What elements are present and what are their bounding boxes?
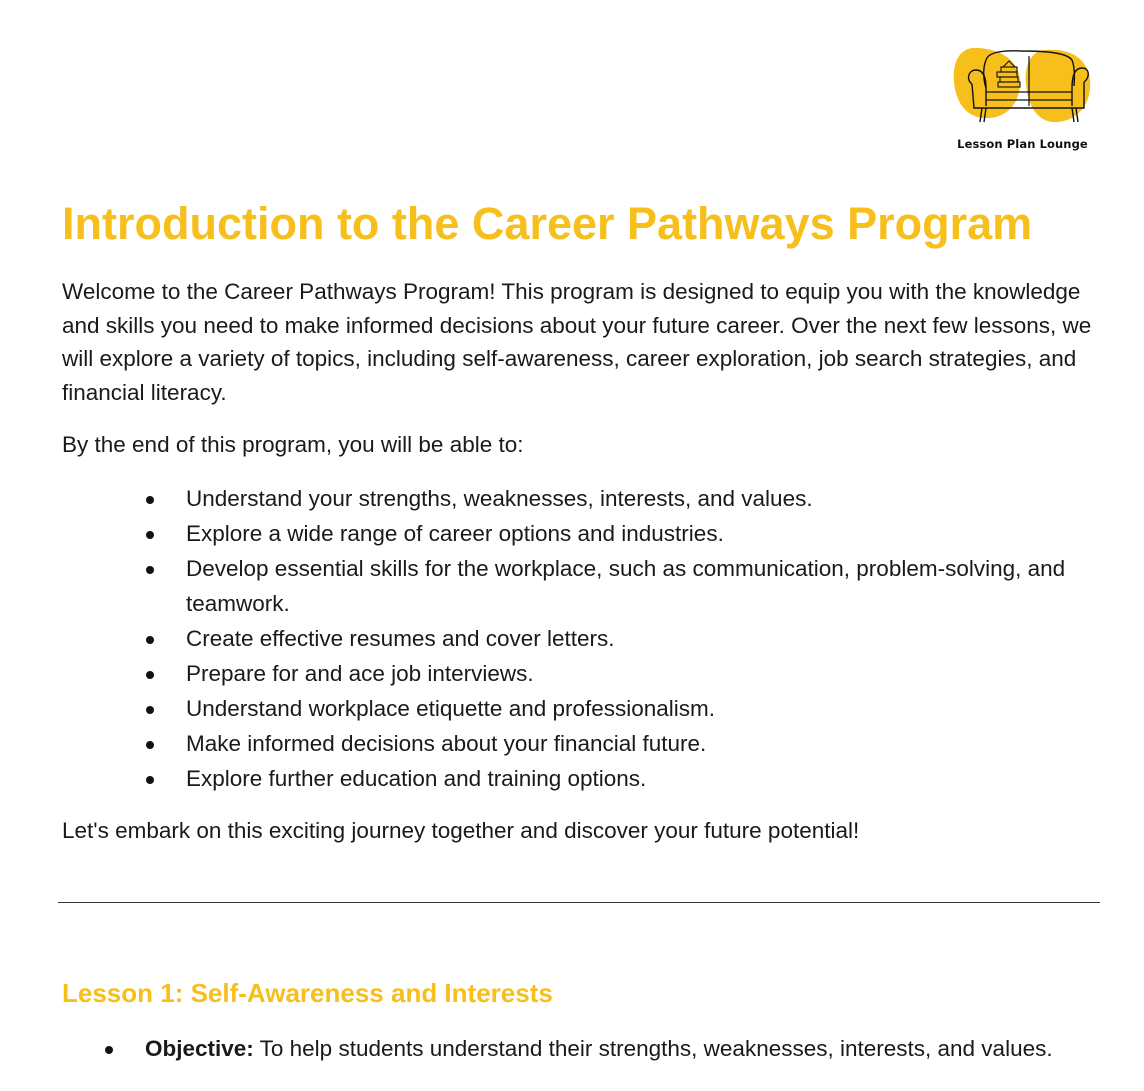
goal-text: Explore a wide range of career options and industries.	[186, 521, 724, 547]
goal-text: Explore further education and training options.	[186, 766, 647, 792]
list-item	[186, 482, 1086, 517]
intro-paragraph: Welcome to the Career Pathways Program! This program is designed to equip you with the knowledge and skills you need to make informed decisions about your future career. Over the next few lessons, we will explore a variety of topics, including self-awareness, career exploration, job search strategies, and financial literacy.	[62, 279, 1092, 405]
list-item	[186, 517, 1086, 552]
bullet-icon	[146, 566, 154, 574]
objective-label: Objective:	[145, 1036, 254, 1061]
list-item	[186, 692, 1086, 727]
bullet-icon	[146, 706, 154, 714]
logo	[950, 42, 1095, 154]
list-item	[145, 1033, 1095, 1066]
bullet-icon	[146, 776, 154, 784]
page-title: Introduction to the Career Pathways Program	[62, 198, 1033, 249]
goal-text: Create effective resumes and cover letters.	[186, 625, 615, 651]
section-divider	[58, 902, 1100, 903]
list-item	[186, 762, 1086, 797]
goal-text: Make informed decisions about your financial future.	[186, 731, 707, 757]
bullet-icon	[105, 1046, 113, 1054]
armchair-books-icon	[950, 42, 1095, 137]
objective-text: To help students understand their strengths, weaknesses, interests, and values.	[253, 1036, 1053, 1061]
bullet-icon	[146, 741, 154, 749]
list-item	[186, 622, 1086, 657]
list-item	[186, 657, 1086, 692]
list-item	[186, 552, 1086, 621]
bullet-icon	[146, 671, 154, 679]
goals-lead: By the end of this program, you will be able to:	[62, 432, 524, 457]
bullet-icon	[146, 496, 154, 504]
goal-text: Understand workplace etiquette and professionalism.	[186, 695, 716, 721]
bullet-icon	[146, 531, 154, 539]
goal-text: Understand your strengths, weaknesses, interests, and values.	[186, 486, 813, 511]
goal-text: Develop essential skills for the workplace, such as communication, problem-solving, and teamwork.	[186, 556, 1066, 616]
lesson-1-details	[145, 1033, 1095, 1066]
goal-text: Prepare for and ace job interviews.	[186, 660, 534, 686]
logo-text: Lesson Plan Lounge	[957, 137, 1088, 151]
closing-paragraph: Let's embark on this exciting journey together and discover your future potential!	[62, 818, 860, 843]
list-item	[186, 727, 1086, 762]
lesson-1-heading: Lesson 1: Self-Awareness and Interests	[62, 978, 553, 1008]
bullet-icon	[146, 636, 154, 644]
goals-list	[186, 482, 1086, 797]
